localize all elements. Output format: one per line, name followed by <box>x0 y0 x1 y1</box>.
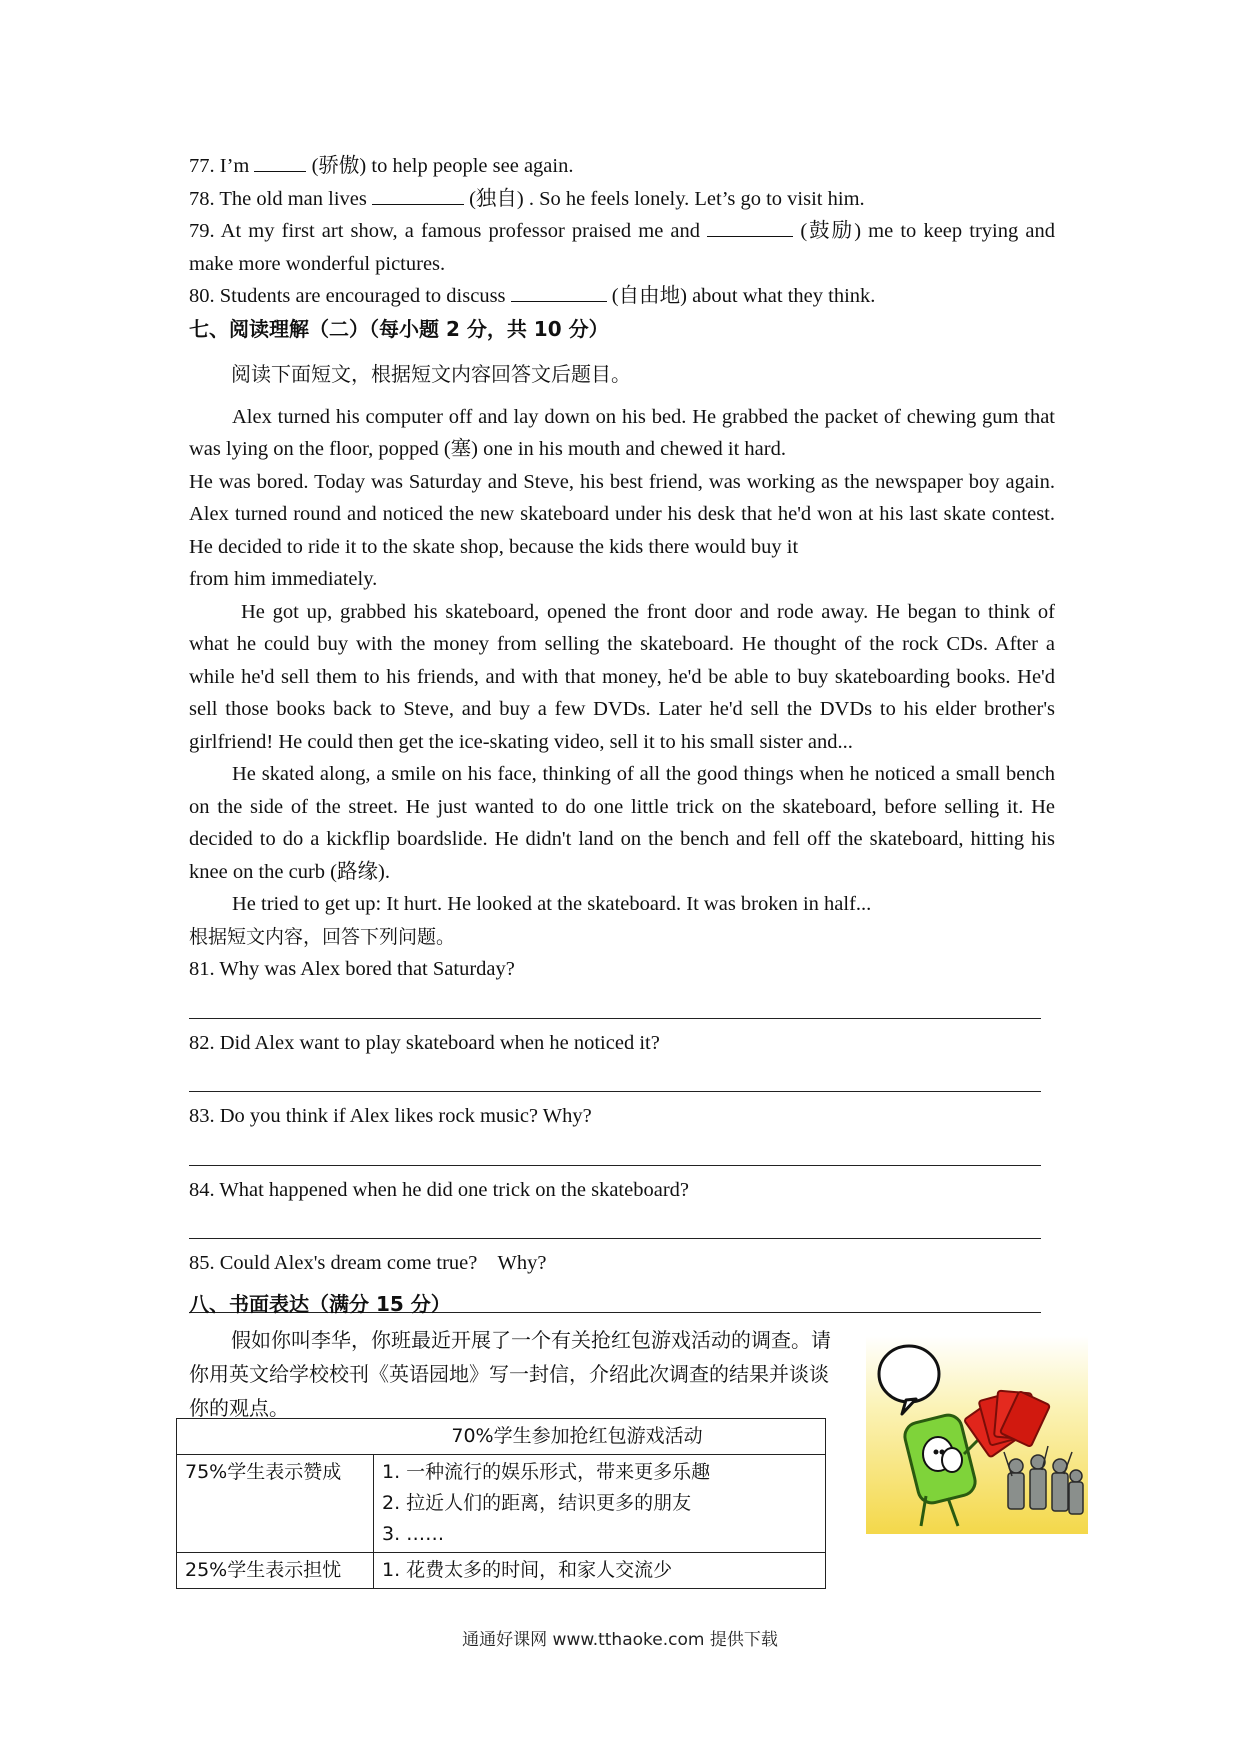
answer-line-83[interactable] <box>189 1133 1041 1166</box>
chinese-hint: (独自) <box>469 187 524 210</box>
sentence-text: Students are encouraged to discuss <box>219 285 511 307</box>
table-support-items <box>374 1455 826 1553</box>
answer-line-81[interactable] <box>189 986 1041 1019</box>
table-label-support: 75%学生表示赞成 <box>177 1455 374 1553</box>
table-item: 3. …… <box>382 1523 445 1545</box>
item-number: 80. <box>189 285 215 307</box>
passage-paragraph-2b: from him immediately. <box>189 568 378 590</box>
passage-paragraph-5: He tried to get up: It hurt. He looked at the skateboard. It was broken in half... <box>232 893 872 915</box>
sentence-text: . So he feels lonely. Let’s go to visit him. <box>528 187 865 210</box>
section-8-prompt: 假如你叫李华，你班最近开展了一个有关抢红包游戏活动的调查。请你用英文给学校校刊《英语园地》写一封信，介绍此次调查的结果并谈谈你的观点。 <box>189 1327 831 1420</box>
answer-blank[interactable] <box>372 186 464 205</box>
chinese-hint: (骄傲) <box>311 155 367 177</box>
answer-line-82[interactable] <box>189 1059 1041 1092</box>
question-83: 83. Do you think if Alex likes rock music? Why? <box>189 1105 592 1127</box>
section-7-title: 七、阅读理解（二）（每小题 2 分，共 10 分） <box>189 316 609 341</box>
item-number: 78. <box>189 187 215 210</box>
answer-blank[interactable] <box>511 283 607 302</box>
table-header: 70%学生参加抢红包游戏活动 <box>177 1419 826 1455</box>
fill-in-80 <box>189 280 1055 313</box>
question-82: 82. Did Alex want to play skateboard when he noticed it? <box>189 1031 660 1054</box>
sentence-text: me to keep trying and make more wonderful pictures. <box>189 220 1055 275</box>
chinese-hint: (自由地) <box>611 285 687 307</box>
question-81: 81. Why was Alex bored that Saturday? <box>189 958 515 980</box>
passage-paragraph-1: Alex turned his computer off and lay down on his bed. He grabbed the packet of chewing gum that was lying on the floor, popped (塞) one in his mouth and chewed it hard. <box>189 405 1055 460</box>
chinese-hint: (鼓励) <box>800 220 862 242</box>
fill-in-77 <box>189 150 1055 183</box>
sentence-text: The old man lives <box>219 187 372 210</box>
passage-paragraph-3: He got up, grabbed his skateboard, opened the front door and rode away. He began to think of what he could buy with the money from selling the skateboard. He thought of the rock CDs. After a while he'd sell them to his friends, and with that money, he'd be able to buy skateboarding books. He'd sell those books back to Steve, and buy a few DVDs. Later he'd sell the DVDs to his elder brother's girlfriend! He could then get the ice-skating video, sell it to his small sister and... <box>189 600 1055 753</box>
question-84: 84. What happened when he did one trick on the skateboard? <box>189 1178 689 1201</box>
question-intro: 根据短文内容，回答下列问题。 <box>189 925 456 948</box>
table-item: 1. 花费太多的时间，和家人交流少 <box>382 1559 673 1581</box>
item-number: 77. <box>189 155 215 177</box>
main-content <box>189 150 1055 1321</box>
table-concern-items <box>374 1553 826 1589</box>
section-7-instruction: 阅读下面短文，根据短文内容回答文后题目。 <box>231 362 631 386</box>
answer-blank[interactable] <box>254 153 306 172</box>
question-85: 85. Could Alex's dream come true? Why? <box>189 1252 547 1274</box>
table-item: 1. 一种流行的娱乐形式，带来更多乐趣 <box>382 1461 711 1483</box>
sentence-text: to help people see again. <box>371 155 574 177</box>
sentence-text: I’m <box>219 155 255 177</box>
fill-in-78 <box>189 183 1055 216</box>
fill-in-79 <box>189 215 1055 280</box>
table-label-concern: 25%学生表示担忧 <box>177 1553 374 1589</box>
sentence-text: At my first art show, a famous professor praised me and <box>220 220 708 242</box>
passage-paragraph-2: He was bored. Today was Saturday and Steve, his best friend, was working as the newspaper boy again. Alex turned round and noticed the new skateboard under his desk that he'd won at his last skate contest. He decided to ride it to the skate shop, because the kids there would buy it <box>189 470 1055 558</box>
survey-table <box>176 1418 826 1589</box>
answer-line-84[interactable] <box>189 1206 1041 1239</box>
answer-blank[interactable] <box>707 218 793 237</box>
sentence-text: about what they think. <box>692 285 876 307</box>
footer-source: 通通好课网 www.tthaoke.com 提供下载 <box>462 1630 778 1650</box>
passage-paragraph-4: He skated along, a smile on his face, thinking of all the good things when he noticed a small bench on the side of the street. He just wanted to do one little trick on the skateboard, before selling it. He decided to do a kickflip boardslide. He didn't land on the bench and fell off the skateboard, hitting his knee on the curb (路缘). <box>189 763 1055 883</box>
item-number: 79. <box>189 220 215 242</box>
section-8-title: 八、书面表达（满分 15 分） <box>189 1292 451 1316</box>
section-8 <box>189 1288 839 1425</box>
red-envelope-illustration <box>866 1336 1088 1534</box>
table-item: 2. 拉近人们的距离，结识更多的朋友 <box>382 1492 692 1514</box>
